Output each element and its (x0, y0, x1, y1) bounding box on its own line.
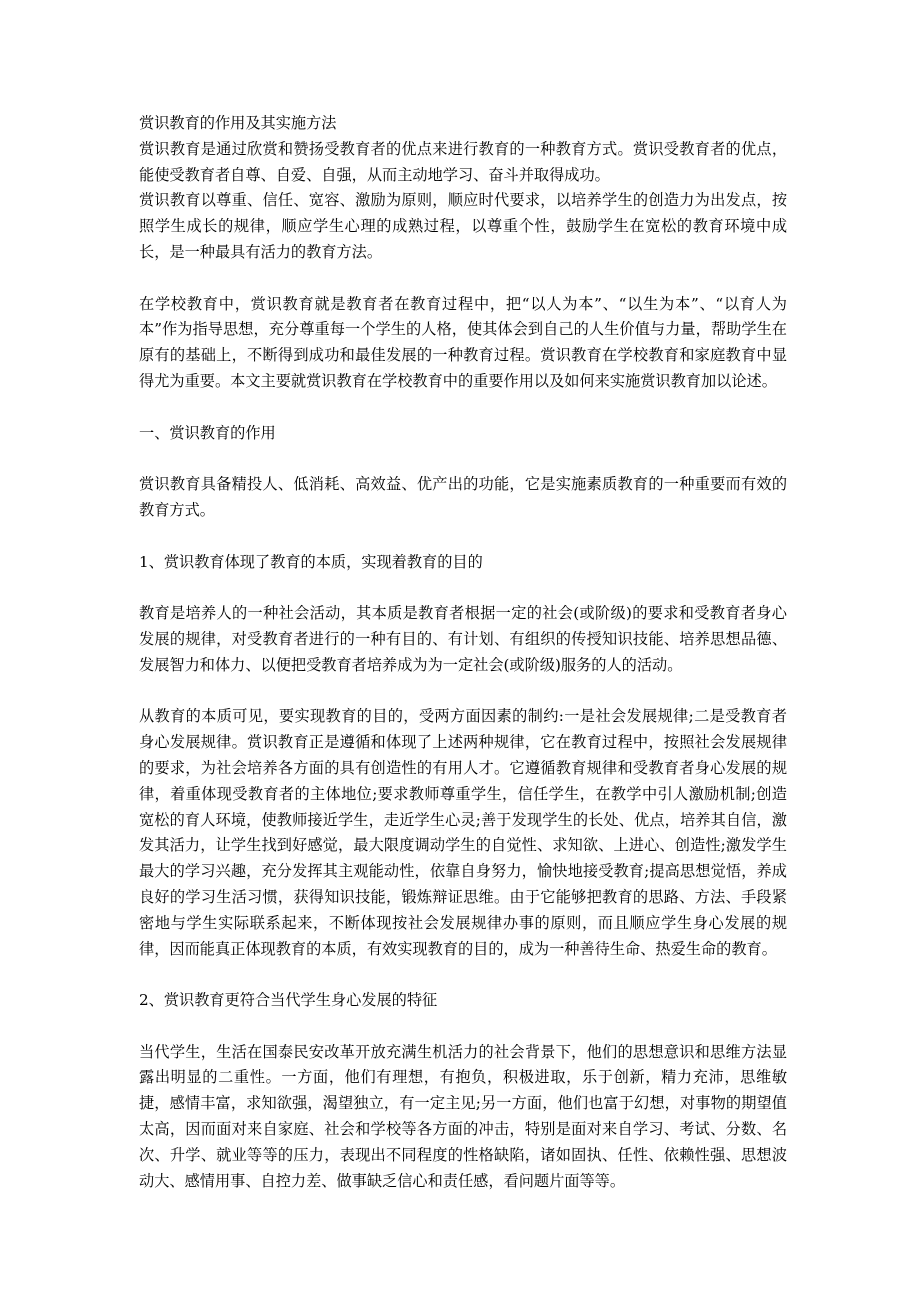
subsection-heading-2: 2、赏识教育更符合当代学生身心发展的特征 (139, 991, 438, 1010)
section-heading-1: 一、赏识教育的作用 (139, 423, 276, 442)
paragraph-intro-1: 赏识教育是通过欣赏和赞扬受教育者的优点来进行教育的一种教育方式。赏识受教育者的优点，能使受教育者自尊、自爱、自强，从而主动地学习、奋斗并取得成功。 (139, 139, 787, 184)
paragraph-essence: 教育是培养人的一种社会活动，其本质是教育者根据一定的社会(或阶级)的要求和受教育者身心发展的规律，对受教育者进行的一种有目的、有计划、有组织的传授知识技能、培养思想品德、发展智力和体力、以便把受教育者培养成为为一定社会(或阶级)服务的人的活动。 (139, 604, 787, 674)
paragraph-laws: 从教育的本质可见，要实现教育的目的，受两方面因素的制约:一是社会发展规律;二是受教育者身心发展规律。赏识教育正是遵循和体现了上述两种规律，它在教育过程中，按照社会发展规律的要求，为社会培养各方面的具有创造性的有用人才。它遵循教育规律和受教育者身心发展的规律，着重体现受教育者的主体地位;要求教师尊重学生，信任学生，在教学中引人激励机制;创造宽松的育人环境，使教师接近学生，走近学生心灵;善于发现学生的长处、优点，培养其自信，激发其活力，让学生找到好感觉，最大限度调动学生的自觉性、求知欲、上进心、创造性;激发学生最大的学习兴趣，充分发挥其主观能动性，依靠自身努力，愉快地接受教育;提高思想觉悟，养成良好的学习生活习惯，获得知识技能，锻炼辩证思维。由于它能够把教育的思路、方法、手段紧密地与学生实际联系起来，不断体现按社会发展规律办事的原则，而且顺应学生身心发展的规律，因而能真正体现教育的本质，有效实现教育的目的，成为一种善待生命、热爱生命的教育。 (139, 707, 787, 958)
paragraph-students: 当代学生，生活在国泰民安改革开放充满生机活力的社会背景下，他们的思想意识和思维方法显露出明显的二重性。一方面，他们有理想，有抱负，积极进取，乐于创新，精力充沛，思维敏捷，感情丰富，求知欲强，渴望独立，有一定主见;另一方面，他们也富于幻想，对事物的期望值太高，因而面对来自家庭、社会和学校等各方面的冲击，特别是面对来自学习、考试、分数、名次、升学、就业等等的压力，表现出不同程度的性格缺陷，诸如固执、任性、依赖性强、思想波动大、感情用事、自控力差、做事缺乏信心和责任感，看问题片面等等。 (139, 1042, 787, 1190)
subsection-heading-1: 1、赏识教育体现了教育的本质，实现着教育的目的 (139, 552, 483, 571)
paragraph-school-education: 在学校教育中，赏识教育就是教育者在教育过程中，把“以人为本”、“以生为本”、“以育人为本”作为指导思想，充分尊重每一个学生的人格，使其体会到自己的人生价值与力量，帮助学生在原有的基础上，不断得到成功和最佳发展的一种教育过程。赏识教育在学校教育和家庭教育中显得尤为重要。本文主要就赏识教育在学校教育中的重要作用以及如何来实施赏识教育加以论述。 (139, 294, 787, 390)
document-title: 赏识教育的作用及其实施方法 (139, 114, 337, 132)
document-body (139, 111, 787, 1194)
paragraph-intro-2: 赏识教育以尊重、信任、宽容、激励为原则，顺应时代要求，以培养学生的创造力为出发点，按照学生成长的规律，顺应学生心理的成熟过程，以尊重个性，鼓励学生在宽松的教育环境中成长，是一种最具有活力的教育方法。 (139, 191, 787, 261)
paragraph-function: 赏识教育具备精投人、低消耗、高效益、优产出的功能，它是实施素质教育的一种重要而有效的教育方式。 (139, 475, 787, 519)
